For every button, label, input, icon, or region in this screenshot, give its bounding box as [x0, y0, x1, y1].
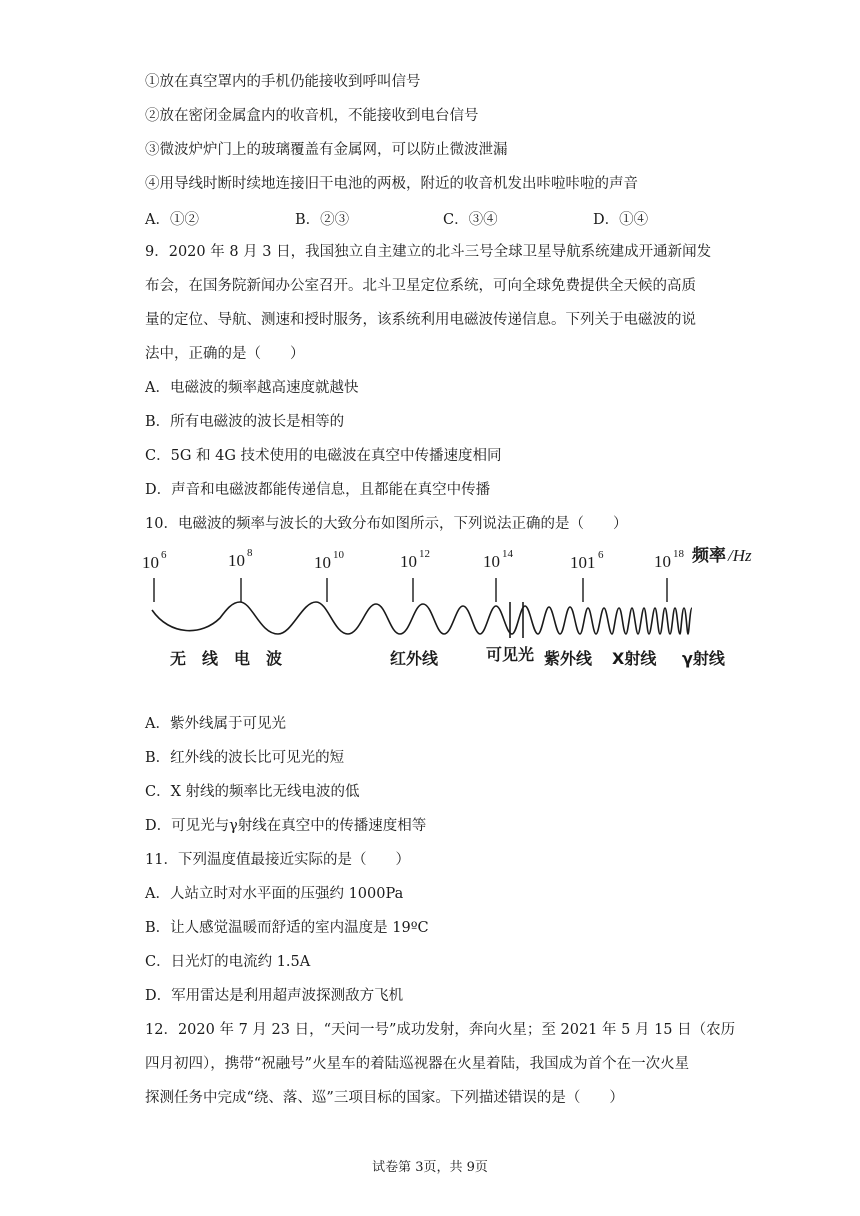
q9-stem-line-2: 布会，在国务院新闻办公室召开。北斗卫星定位系统，可向全球免费提供全天候的高质	[145, 278, 696, 294]
tick-10-18	[654, 548, 685, 571]
q8-option-c[interactable]: C．③④	[443, 212, 498, 228]
q11-option-b[interactable]: B．让人感觉温暖而舒适的室内温度是 19ºC	[145, 920, 429, 936]
tick-10-6-base: 10	[142, 553, 159, 572]
q11-stem: 11．下列温度值最接近实际的是（ ）	[145, 852, 410, 868]
em-spectrum-svg	[140, 540, 760, 675]
band-xray: X射线	[612, 649, 657, 668]
tick-10-8	[228, 547, 253, 570]
q9-option-c[interactable]: C．5G 和 4G 技术使用的电磁波在真空中传播速度相同	[145, 448, 502, 464]
band-radio: 无 线 电 波	[170, 649, 283, 668]
statement-3: ③微波炉炉门上的玻璃覆盖有金属网，可以防止微波泄漏	[145, 142, 508, 158]
tick-10-14-exp: 14	[502, 548, 513, 560]
tick-10-10-exp: 10	[333, 549, 344, 561]
q12-stem-line-3: 探测任务中完成“绕、落、巡”三项目标的国家。下列描述错误的是（ ）	[145, 1090, 624, 1106]
q11-option-a[interactable]: A．人站立时对水平面的压强约 1000Pa	[145, 886, 404, 902]
tick-10-6	[142, 549, 167, 572]
tick-10-10	[314, 549, 345, 572]
statement-1: ①放在真空罩内的手机仍能接收到呼叫信号	[145, 74, 421, 90]
em-spectrum-diagram	[140, 540, 760, 675]
q8-option-a[interactable]: A．①②	[145, 212, 199, 228]
axis-title: 频率	[692, 546, 726, 566]
q10-option-a[interactable]: A．紫外线属于可见光	[145, 716, 286, 732]
tick-10-12	[400, 548, 430, 571]
tick-10-6-exp: 6	[161, 549, 167, 561]
tick-10-14	[483, 548, 514, 571]
q8-options	[145, 208, 705, 228]
axis-unit: /Hz	[728, 546, 752, 565]
tick-10-18-base: 10	[654, 552, 671, 571]
band-infrared: 红外线	[390, 649, 439, 668]
tick-10-12-exp: 12	[419, 548, 430, 560]
tick-101-6	[570, 549, 604, 572]
q10-option-c[interactable]: C．X 射线的频率比无线电波的低	[145, 784, 360, 800]
band-visible: 可见光	[486, 645, 535, 664]
q12-stem-line-2: 四月初四），携带“祝融号”火星车的着陆巡视器在火星着陆，我国成为首个在一次火星	[145, 1056, 690, 1072]
q9-option-d[interactable]: D．声音和电磁波都能传递信息，且都能在真空中传播	[145, 482, 491, 498]
q9-stem-line-3: 量的定位、导航、测速和授时服务，该系统利用电磁波传递信息。下列关于电磁波的说	[145, 312, 696, 328]
band-gamma: γ射线	[682, 649, 725, 668]
q9-stem-line-4: 法中，正确的是（ ）	[145, 346, 305, 362]
q10-option-d[interactable]: D．可见光与γ射线在真空中的传播速度相等	[145, 818, 427, 834]
q12-stem-line-1: 12．2020 年 7 月 23 日，“天问一号”成功发射，奔向火星；至 2021 年 5 月 15 日（农历	[145, 1022, 736, 1038]
tick-10-10-base: 10	[314, 553, 331, 572]
tick-10-12-base: 10	[400, 552, 417, 571]
tick-101-6-base: 101	[570, 553, 596, 572]
tick-10-8-exp: 8	[247, 547, 253, 559]
q11-option-c[interactable]: C．日光灯的电流约 1.5A	[145, 954, 311, 970]
tick-101-6-exp: 6	[598, 549, 604, 561]
q9-option-a[interactable]: A．电磁波的频率越高速度就越快	[145, 380, 359, 396]
tick-10-18-exp: 18	[673, 548, 684, 560]
q9-option-b[interactable]: B．所有电磁波的波长是相等的	[145, 414, 345, 430]
q8-option-d[interactable]: D．①④	[593, 212, 649, 228]
q8-option-b[interactable]: B．②③	[295, 212, 350, 228]
page-footer: 试卷第 3页，共 9页	[372, 1160, 488, 1175]
em-wave	[152, 602, 692, 634]
tick-marks	[154, 578, 667, 602]
q10-stem: 10．电磁波的频率与波长的大致分布如图所示，下列说法正确的是（ ）	[145, 516, 628, 532]
tick-10-14-base: 10	[483, 552, 500, 571]
statement-4: ④用导线时断时续地连接旧干电池的两极，附近的收音机发出咔啦咔啦的声音	[145, 176, 638, 192]
band-ultraviolet: 紫外线	[544, 649, 593, 668]
statement-2: ②放在密闭金属盒内的收音机，不能接收到电台信号	[145, 108, 479, 124]
q10-option-b[interactable]: B．红外线的波长比可见光的短	[145, 750, 345, 766]
tick-10-8-base: 10	[228, 551, 245, 570]
q9-stem-line-1: 9．2020 年 8 月 3 日，我国独立自主建立的北斗三号全球卫星导航系统建成开通新闻发	[145, 244, 712, 260]
q11-option-d[interactable]: D．军用雷达是利用超声波探测敌方飞机	[145, 988, 404, 1004]
